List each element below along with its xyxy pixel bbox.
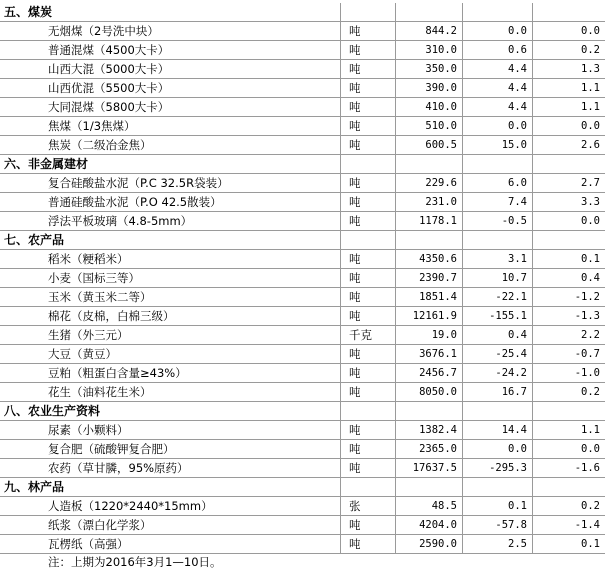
item-change-pct: -1.3: [532, 307, 605, 325]
item-unit: 吨: [340, 307, 395, 325]
item-change: -0.5: [462, 212, 532, 230]
item-change-pct: 1.1: [532, 98, 605, 116]
item-change-pct: 1.1: [532, 79, 605, 97]
item-price: 1851.4: [395, 288, 462, 306]
item-unit: 吨: [340, 250, 395, 268]
section-price-cell: [395, 155, 462, 173]
section-pct-cell: [532, 402, 605, 420]
section-header-row: [0, 3, 605, 22]
item-unit: 吨: [340, 193, 395, 211]
table-row: [0, 60, 605, 79]
item-change-pct: 0.1: [532, 535, 605, 553]
item-price: 2590.0: [395, 535, 462, 553]
item-name: 尿素（小颗料）: [48, 423, 129, 437]
section-unit-cell: [340, 231, 395, 249]
item-price: 350.0: [395, 60, 462, 78]
item-price: 12161.9: [395, 307, 462, 325]
item-unit: 吨: [340, 212, 395, 230]
item-unit: 吨: [340, 535, 395, 553]
section-header-row: [0, 155, 605, 174]
item-unit: 吨: [340, 459, 395, 477]
item-change: 3.1: [462, 250, 532, 268]
item-name: 纸浆（漂白化学浆）: [48, 518, 152, 532]
item-change: 0.6: [462, 41, 532, 59]
table-row: [0, 497, 605, 516]
item-price: 3676.1: [395, 345, 462, 363]
price-table: [0, 3, 605, 554]
table-row: [0, 459, 605, 478]
item-change-pct: 0.2: [532, 383, 605, 401]
item-price: 2456.7: [395, 364, 462, 382]
item-change-pct: 0.4: [532, 269, 605, 287]
item-unit: 吨: [340, 98, 395, 116]
table-row: [0, 174, 605, 193]
section-chg-cell: [462, 478, 532, 496]
item-change-pct: 2.6: [532, 136, 605, 154]
section-price-cell: [395, 478, 462, 496]
item-name: 玉米（黄玉米二等）: [48, 290, 152, 304]
item-change: -295.3: [462, 459, 532, 477]
item-price: 510.0: [395, 117, 462, 135]
section-unit-cell: [340, 478, 395, 496]
section-title: 五、煤炭: [4, 5, 53, 19]
item-unit: 吨: [340, 345, 395, 363]
table-row: [0, 345, 605, 364]
table-row: [0, 440, 605, 459]
item-name: 普通混煤（4500大卡）: [48, 43, 170, 57]
item-change: 10.7: [462, 269, 532, 287]
item-change: 4.4: [462, 98, 532, 116]
item-change-pct: -1.6: [532, 459, 605, 477]
table-row: [0, 269, 605, 288]
item-unit: 吨: [340, 41, 395, 59]
item-change-pct: 2.2: [532, 326, 605, 344]
item-price: 2390.7: [395, 269, 462, 287]
item-name: 复合肥（硫酸钾复合肥）: [48, 442, 175, 456]
section-price-cell: [395, 3, 462, 21]
item-change-pct: -1.2: [532, 288, 605, 306]
item-unit: 吨: [340, 269, 395, 287]
item-change: 6.0: [462, 174, 532, 192]
section-price-cell: [395, 231, 462, 249]
item-price: 2365.0: [395, 440, 462, 458]
table-row: [0, 364, 605, 383]
item-change-pct: 0.0: [532, 212, 605, 230]
item-price: 4350.6: [395, 250, 462, 268]
table-row: [0, 288, 605, 307]
item-change-pct: 2.7: [532, 174, 605, 192]
section-price-cell: [395, 402, 462, 420]
item-name: 大同混煤（5800大卡）: [48, 100, 170, 114]
item-price: 8050.0: [395, 383, 462, 401]
table-row: [0, 22, 605, 41]
table-row: [0, 79, 605, 98]
item-change-pct: 0.0: [532, 117, 605, 135]
item-change-pct: 0.0: [532, 22, 605, 40]
item-change: 14.4: [462, 421, 532, 439]
item-change: 2.5: [462, 535, 532, 553]
table-row: [0, 193, 605, 212]
item-name: 复合硅酸盐水泥（P.C 32.5R袋装）: [48, 176, 229, 190]
item-change: -24.2: [462, 364, 532, 382]
table-row: [0, 41, 605, 60]
item-change: -155.1: [462, 307, 532, 325]
item-name: 山西优混（5500大卡）: [48, 81, 170, 95]
item-price: 310.0: [395, 41, 462, 59]
table-row: [0, 136, 605, 155]
item-change-pct: -0.7: [532, 345, 605, 363]
item-name: 山西大混（5000大卡）: [48, 62, 170, 76]
item-name: 大豆（黄豆）: [48, 347, 117, 361]
item-unit: 吨: [340, 136, 395, 154]
item-unit: 吨: [340, 288, 395, 306]
item-price: 1178.1: [395, 212, 462, 230]
item-unit: 吨: [340, 174, 395, 192]
item-name: 花生（油料花生米）: [48, 385, 152, 399]
table-row: [0, 117, 605, 136]
item-change: 0.0: [462, 22, 532, 40]
section-unit-cell: [340, 402, 395, 420]
item-name: 浮法平板玻璃（4.8-5mm）: [48, 214, 193, 228]
item-price: 1382.4: [395, 421, 462, 439]
item-change: 0.1: [462, 497, 532, 515]
item-change: 4.4: [462, 79, 532, 97]
item-change-pct: 1.1: [532, 421, 605, 439]
item-name: 人造板（1220*2440*15mm）: [48, 499, 213, 513]
item-name: 稻米（粳稻米）: [48, 252, 129, 266]
item-unit: 吨: [340, 421, 395, 439]
item-change-pct: 0.2: [532, 497, 605, 515]
item-unit: 张: [340, 497, 395, 515]
item-price: 4204.0: [395, 516, 462, 534]
item-price: 600.5: [395, 136, 462, 154]
item-change-pct: 0.2: [532, 41, 605, 59]
section-pct-cell: [532, 155, 605, 173]
item-name: 棉花（皮棉，白棉三级）: [48, 309, 175, 323]
item-name: 瓦楞纸（高强）: [48, 537, 129, 551]
table-row: [0, 250, 605, 269]
item-change: 4.4: [462, 60, 532, 78]
item-change-pct: 1.3: [532, 60, 605, 78]
item-unit: 吨: [340, 383, 395, 401]
section-chg-cell: [462, 3, 532, 21]
table-row: [0, 421, 605, 440]
item-name: 焦炭（二级冶金焦）: [48, 138, 152, 152]
item-name: 小麦（国标三等）: [48, 271, 140, 285]
item-change: 16.7: [462, 383, 532, 401]
item-price: 390.0: [395, 79, 462, 97]
section-title: 六、非金属建材: [4, 157, 89, 171]
table-row: [0, 307, 605, 326]
section-chg-cell: [462, 155, 532, 173]
item-change-pct: 0.0: [532, 440, 605, 458]
item-price: 17637.5: [395, 459, 462, 477]
item-change-pct: -1.0: [532, 364, 605, 382]
item-change: 7.4: [462, 193, 532, 211]
item-name: 生猪（外三元）: [48, 328, 129, 342]
section-title: 九、林产品: [4, 480, 65, 494]
item-change-pct: 0.1: [532, 250, 605, 268]
item-unit: 吨: [340, 79, 395, 97]
item-change: -22.1: [462, 288, 532, 306]
item-change: 0.4: [462, 326, 532, 344]
item-unit: 吨: [340, 440, 395, 458]
item-price: 231.0: [395, 193, 462, 211]
table-row: [0, 212, 605, 231]
item-name: 豆粕（粗蛋白含量≥43%）: [48, 366, 187, 380]
section-pct-cell: [532, 478, 605, 496]
item-price: 19.0: [395, 326, 462, 344]
item-change-pct: -1.4: [532, 516, 605, 534]
table-row: [0, 516, 605, 535]
section-header-row: [0, 231, 605, 250]
section-title: 八、农业生产资料: [4, 404, 101, 418]
item-change: 0.0: [462, 440, 532, 458]
item-change: -25.4: [462, 345, 532, 363]
item-change: 0.0: [462, 117, 532, 135]
item-name: 农药（草甘膦，95%原药）: [48, 461, 189, 475]
section-unit-cell: [340, 155, 395, 173]
item-name: 普通硅酸盐水泥（P.O 42.5散装）: [48, 195, 222, 209]
item-price: 48.5: [395, 497, 462, 515]
item-name: 无烟煤（2号洗中块）: [48, 24, 159, 38]
item-price: 229.6: [395, 174, 462, 192]
item-unit: 吨: [340, 364, 395, 382]
item-unit: 千克: [340, 326, 395, 344]
item-change: 15.0: [462, 136, 532, 154]
section-pct-cell: [532, 3, 605, 21]
item-unit: 吨: [340, 516, 395, 534]
section-title: 七、农产品: [4, 233, 65, 247]
footnote: 注：上期为2016年3月1—10日。: [48, 555, 222, 569]
section-unit-cell: [340, 3, 395, 21]
section-header-row: [0, 402, 605, 421]
section-header-row: [0, 478, 605, 497]
section-chg-cell: [462, 231, 532, 249]
table-row: [0, 98, 605, 117]
item-unit: 吨: [340, 22, 395, 40]
item-price: 410.0: [395, 98, 462, 116]
item-unit: 吨: [340, 60, 395, 78]
item-name: 焦煤（1/3焦煤）: [48, 119, 136, 133]
item-unit: 吨: [340, 117, 395, 135]
item-price: 844.2: [395, 22, 462, 40]
table-row: [0, 326, 605, 345]
item-change-pct: 3.3: [532, 193, 605, 211]
section-chg-cell: [462, 402, 532, 420]
item-change: -57.8: [462, 516, 532, 534]
table-row: [0, 383, 605, 402]
section-pct-cell: [532, 231, 605, 249]
